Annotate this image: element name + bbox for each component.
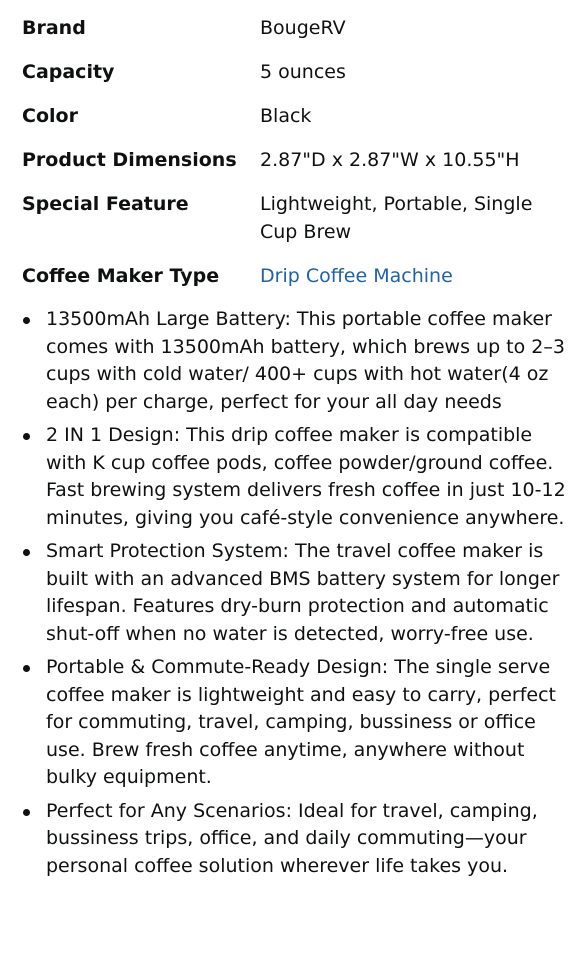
feature-bullet-list: [0, 306, 587, 880]
spec-row-color: [22, 102, 573, 130]
feature-bullet-scenarios: Perfect for Any Scenarios: Ideal for travel, camping, bussiness trips, office, and daily commuting—your personal coffee solution wherever life takes you.: [22, 798, 577, 881]
spec-value: BougeRV: [260, 17, 346, 39]
spec-label: Special Feature: [22, 193, 189, 215]
spec-label: Brand: [22, 17, 86, 39]
product-specs-table: [0, 0, 587, 290]
spec-value: Lightweight, Portable, Single Cup Brew: [260, 193, 533, 243]
spec-row-brand: [22, 14, 573, 42]
coffee-maker-type-link[interactable]: Drip Coffee Machine: [260, 265, 453, 287]
spec-label: Color: [22, 105, 78, 127]
spec-label: Product Dimensions: [22, 149, 237, 171]
spec-value: 5 ounces: [260, 61, 346, 83]
spec-row-capacity: [22, 58, 573, 86]
feature-bullet-battery: 13500mAh Large Battery: This portable coffee maker comes with 13500mAh battery, which brews up to 2–3 cups with cold water/ 400+ cups with hot water(4 oz each) per charge, perfect for your all day needs: [22, 306, 577, 416]
spec-label: Capacity: [22, 61, 115, 83]
feature-bullet-design: 2 IN 1 Design: This drip coffee maker is compatible with K cup coffee pods, coffee powder/ground coffee. Fast brewing system delivers fresh coffee in just 10-12 minutes, giving you café-style convenience anywhere.: [22, 422, 577, 532]
spec-row-special-feature: [22, 190, 573, 246]
spec-value: Black: [260, 105, 312, 127]
spec-row-product-dimensions: [22, 146, 573, 174]
spec-label: Coffee Maker Type: [22, 265, 220, 287]
feature-bullet-protection: Smart Protection System: The travel coffee maker is built with an advanced BMS battery system for longer lifespan. Features dry-burn protection and automatic shut-off when no water is detected, worry-free use.: [22, 538, 577, 648]
feature-bullet-portable: Portable & Commute-Ready Design: The single serve coffee maker is lightweight and easy to carry, perfect for commuting, travel, camping, bussiness or office use. Brew fresh coffee anytime, anywhere without bulky equipment.: [22, 654, 577, 792]
spec-row-coffee-maker-type: [22, 262, 573, 290]
spec-value: 2.87"D x 2.87"W x 10.55"H: [260, 149, 520, 171]
